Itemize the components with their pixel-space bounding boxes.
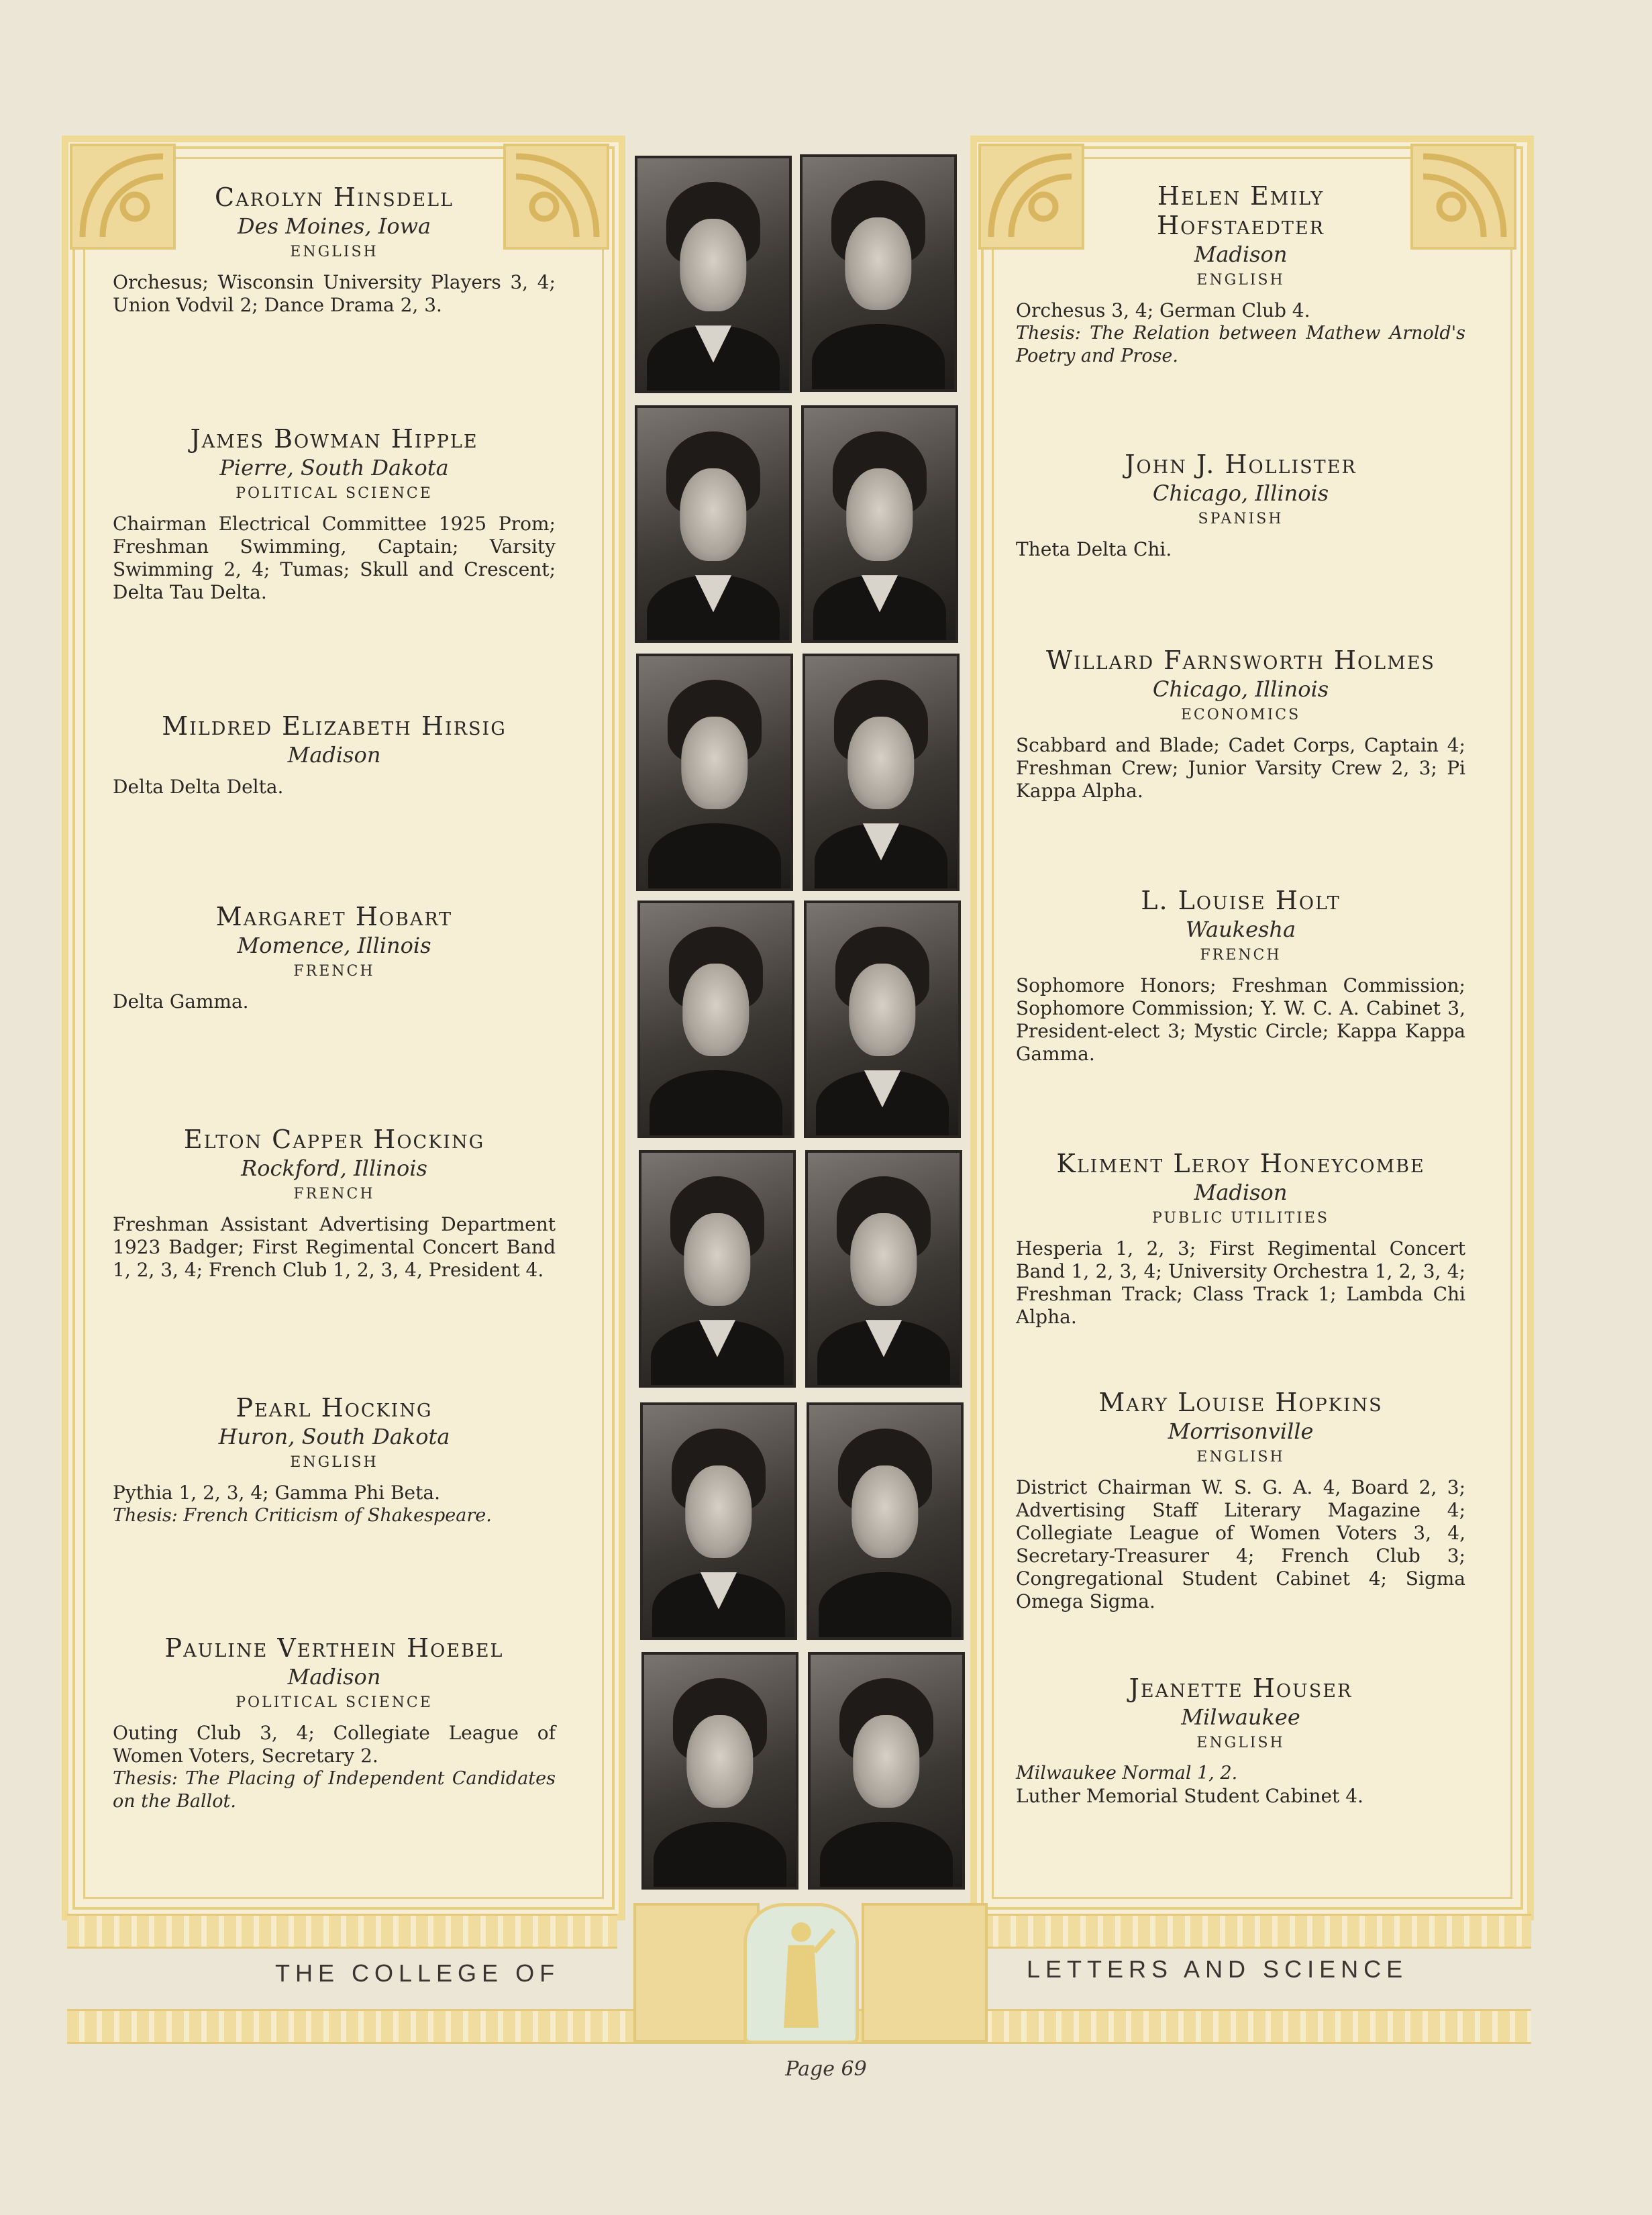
student-major: POLITICAL SCIENCE (236, 1694, 433, 1711)
student-major: FRENCH (1200, 947, 1282, 964)
student-name: Jeanette Houser (1129, 1673, 1353, 1703)
page-number: Page 69 (785, 2057, 867, 2081)
student-prior-school: Milwaukee Normal 1, 2. (1016, 1763, 1238, 1784)
student-entry (113, 1125, 556, 1282)
portrait-photo (807, 1402, 964, 1640)
portrait-photo (641, 1652, 798, 1890)
student-entry (1016, 886, 1465, 1066)
portrait-photo (636, 654, 793, 891)
portrait-column (624, 142, 960, 1900)
student-major: ENGLISH (290, 1454, 378, 1471)
student-name: Mildred Elizabeth Hirsig (162, 711, 507, 741)
student-name: Pauline Verthein Hoebel (164, 1633, 504, 1663)
student-activities: Delta Gamma. (113, 990, 249, 1013)
student-major: ENGLISH (1196, 1449, 1285, 1465)
student-activities: Chairman Electrical Committee 1925 Prom; Freshman Swimming, Captain; Varsity Swimming 2, 4; Tumas; Skull and Crescent; Delta Tau Delta. (113, 513, 556, 603)
footer-right-text: LETTERS AND SCIENCE (1027, 1955, 1408, 1983)
student-activities: Theta Delta Chi. (1016, 538, 1172, 560)
student-major: ECONOMICS (1180, 707, 1301, 723)
portrait-photo (635, 156, 792, 393)
student-hometown: Chicago, Illinois (1152, 676, 1329, 702)
student-entry (113, 711, 556, 799)
student-major: PUBLIC UTILITIES (1152, 1210, 1329, 1227)
student-entry (113, 183, 556, 317)
portrait-photo (805, 1150, 962, 1388)
student-hometown: Madison (1194, 1180, 1288, 1205)
student-activities: Delta Delta Delta. (113, 776, 284, 798)
student-hometown: Momence, Illinois (237, 933, 431, 958)
portrait-photo (640, 1402, 797, 1640)
student-hometown: Rockford, Illinois (241, 1155, 427, 1181)
student-entry (1016, 181, 1465, 368)
student-major: ENGLISH (290, 244, 378, 260)
portrait-photo (808, 1652, 965, 1890)
footer-band-top-right (981, 1914, 1531, 1949)
student-thesis: Thesis: The Relation between Mathew Arnold's Poetry and Prose. (1016, 323, 1465, 366)
portrait-photo (639, 1150, 796, 1388)
footer-left-text: THE COLLEGE OF (275, 1959, 560, 1987)
student-activities: Pythia 1, 2, 3, 4; Gamma Phi Beta. (113, 1482, 440, 1504)
student-activities: Freshman Assistant Advertising Department 1923 Badger; First Regimental Concert Band 1, 2, 3, 4; French Club 1, 2, 3, 4, President 4. (113, 1213, 556, 1281)
portrait-photo (637, 900, 794, 1138)
student-name: Mary Louise Hopkins (1098, 1388, 1383, 1417)
student-major: POLITICAL SCIENCE (236, 485, 433, 502)
student-hometown: Madison (1194, 242, 1288, 267)
student-name: John J. Hollister (1125, 450, 1357, 479)
student-name: James Bowman Hipple (190, 424, 478, 454)
student-entry (1016, 1388, 1465, 1613)
student-entry (113, 902, 556, 1013)
student-entry (113, 1633, 556, 1813)
student-major: SPANISH (1198, 511, 1284, 527)
student-entry (1016, 450, 1465, 561)
portrait-photo (635, 405, 792, 643)
student-name: Kliment Leroy Honeycombe (1056, 1149, 1425, 1178)
student-name: Carolyn Hinsdell (215, 183, 454, 212)
ornament-footer-right (862, 1903, 988, 2043)
student-thesis: Thesis: The Placing of Independent Candidates on the Ballot. (113, 1768, 556, 1812)
student-name: L. Louise Holt (1141, 886, 1341, 915)
student-major: FRENCH (293, 1186, 375, 1202)
student-major: ENGLISH (1196, 272, 1285, 289)
ornament-footer-left (633, 1903, 760, 2043)
student-activities: Sophomore Honors; Freshman Commission; Sophomore Commission; Y. W. C. A. Cabinet 3, President-elect 3; Mystic Circle; Kappa Kappa Gamma. (1016, 974, 1465, 1065)
portrait-photo (801, 405, 958, 643)
student-major: FRENCH (293, 963, 375, 980)
student-activities: Luther Memorial Student Cabinet 4. (1016, 1785, 1363, 1807)
portrait-photo (800, 154, 957, 392)
student-hometown: Waukesha (1185, 917, 1296, 942)
student-name: Helen Emily Hofstaedter (1157, 181, 1325, 240)
student-activities: Scabbard and Blade; Cadet Corps, Captain 4; Freshman Crew; Junior Varsity Crew 2, 3; Pi Kappa Alpha. (1016, 734, 1465, 802)
student-major: ENGLISH (1196, 1735, 1285, 1751)
student-hometown: Milwaukee (1181, 1704, 1300, 1730)
student-activities: Orchesus 3, 4; German Club 4. (1016, 299, 1310, 321)
student-entry (1016, 1149, 1465, 1329)
student-name: Willard Farnsworth Holmes (1046, 646, 1435, 675)
student-entry (1016, 1673, 1465, 1808)
student-hometown: Pierre, South Dakota (219, 455, 449, 480)
student-activities: Orchesus; Wisconsin University Players 3, 4; Union Vodvil 2; Dance Drama 2, 3. (113, 271, 556, 316)
figure-medallion (743, 1903, 859, 2044)
student-hometown: Des Moines, Iowa (237, 213, 431, 239)
student-entry (113, 424, 556, 604)
portrait-photo (804, 900, 961, 1138)
student-hometown: Madison (287, 1664, 381, 1690)
student-name: Margaret Hobart (215, 902, 453, 931)
student-thesis: Thesis: French Criticism of Shakespeare. (113, 1505, 492, 1526)
student-activities: Outing Club 3, 4; Collegiate League of Women Voters, Secretary 2. (113, 1722, 556, 1767)
student-hometown: Chicago, Illinois (1152, 480, 1329, 506)
footer-band-top-left (67, 1914, 617, 1949)
student-name: Pearl Hocking (236, 1393, 433, 1423)
student-hometown: Morrisonville (1168, 1419, 1314, 1444)
student-entry (113, 1393, 556, 1527)
student-name: Elton Capper Hocking (183, 1125, 485, 1154)
student-hometown: Huron, South Dakota (218, 1424, 450, 1449)
portrait-photo (803, 654, 960, 891)
student-activities: Hesperia 1, 2, 3; First Regimental Concert Band 1, 2, 3, 4; University Orchestra 1, 2, 3, 4; Freshman Track; Class Track 1; Lambda Chi Alpha. (1016, 1237, 1465, 1328)
student-entry (1016, 646, 1465, 803)
student-hometown: Madison (287, 742, 381, 768)
student-activities: District Chairman W. S. G. A. 4, Board 2, 3; Advertising Staff Literary Magazine 4; Collegiate League of Women Voters 3, 4, Secretary-Treasurer 4; French Club 3; Congregational Student Cabinet 4; Sigma Omega Sigma. (1016, 1476, 1465, 1612)
